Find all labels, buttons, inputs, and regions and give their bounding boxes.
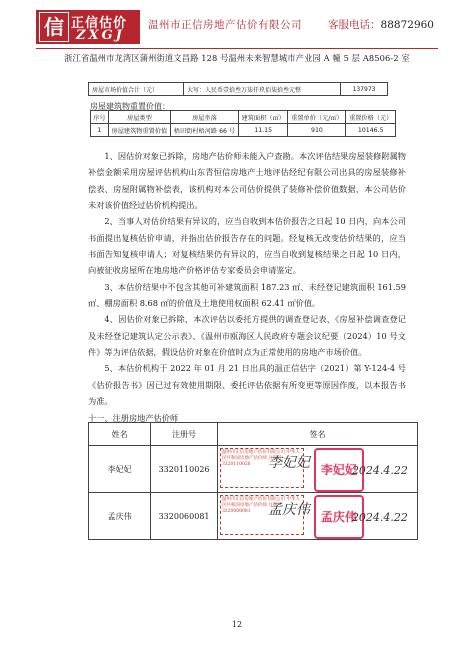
summary-amount-value: 137973 xyxy=(341,83,388,96)
replacement-value-table xyxy=(90,110,396,137)
summary-label: 房屋市场价值合计（元） xyxy=(89,83,184,96)
note-paragraph: 3、本估价结果中不包含其他可补建筑面积 187.23 ㎡、未经登记建筑面积 161.59 ㎡、棚房面积 8.68 ㎡的价值及土地使用权面积 62.41 ㎡价值。 xyxy=(88,281,406,309)
name-seal: 李妃妃 xyxy=(314,448,364,492)
logo-chinese-text: 正信估价 xyxy=(71,16,128,31)
registration-stamp: 温州市正信房地产估价有限公司 中华人民共和国房地产估价师 注册号 3320060081 xyxy=(220,495,304,535)
column-header: 签名 xyxy=(217,423,417,446)
table-cell: 1 xyxy=(91,124,109,137)
column-header: 房屋坐落 xyxy=(170,111,238,124)
column-header: 房屋类型 xyxy=(108,111,170,124)
table-header-row xyxy=(89,423,418,446)
note-paragraph: 2、当事人对估价结果有异议的，应当自收到本估价报告之日起 10 日内，向本公司书面提出复核估价申请，并指出估价报告存在的问题。经复核无改变估价结果的，应当书面告知复核申请人；对复核结果仍有异议的，应当自收到复核结果之日起 10 日内，向被征收房屋所在地房地产价格评估专家委员会申请鉴定。 xyxy=(88,216,406,276)
name-seal: 孟庆伟 xyxy=(314,495,364,539)
page-number: 12 xyxy=(231,620,243,629)
hotline-number: 88872960 xyxy=(380,19,434,31)
company-logo xyxy=(36,10,140,44)
logo-english-text: ZXGJ xyxy=(76,28,125,43)
note-paragraph: 5、本估价机构于 2022 年 01 月 21 日出具的温正信估字（2021）第 Y-124-4 号《估价报告书》因已过有效使用期限、委托评估依据有所变更等原因作废，以本报告书为准。 xyxy=(88,363,406,407)
summary-amount-text: 大写：人民币壹拾叁万柒仟玖佰柒拾叁元整 xyxy=(184,83,341,96)
customer-hotline xyxy=(328,17,434,32)
column-header: 建筑面积（㎡） xyxy=(238,111,288,124)
market-value-summary-table xyxy=(88,82,388,96)
column-header: 重置价格（元） xyxy=(346,111,396,124)
note-paragraph: 4、因估价对象已拆除，本次评估以委托方提供的调查登记表、《房屋补偿调查登记及未经登记建筑认定公示表》、《温州市瓯海区人民政府专题会议纪要（2024）10 号文件》等为评估依据，假设估价对象在价值时点为正常使用的房地产市场价值。 xyxy=(88,314,406,358)
section-title: 房屋建筑物重置价值： xyxy=(90,102,170,111)
table-cell: 10146.5 xyxy=(346,124,396,137)
appraiser-table xyxy=(88,422,418,540)
column-header: 注册号 xyxy=(151,423,218,446)
handwritten-signature: 李妃妃 xyxy=(267,455,310,471)
column-header: 重置单价（元/㎡） xyxy=(288,111,346,124)
appraiser-registration: 3320060081 xyxy=(151,493,218,540)
table-cell: 11.15 xyxy=(238,124,288,137)
logo-mark: 信 xyxy=(39,12,69,42)
table-row xyxy=(91,124,396,137)
registration-stamp: 温州市正信房地产估价有限公司 中华人民共和国房地产估价师 注册号 3320110026 xyxy=(220,448,304,488)
table-row xyxy=(89,83,388,96)
section-heading: 十一、注册房地产估价师 xyxy=(88,412,179,423)
hotline-label: 客服电话： xyxy=(328,19,381,31)
company-address: 浙江省温州市龙湾区蒲州街道文昌路 128 号温州未来智慧城市产业园 A 幢 5 层 A8506-2 室 xyxy=(64,53,410,63)
table-cell: 910 xyxy=(288,124,346,137)
signature-date: 2024.4.22 xyxy=(351,511,408,524)
table-cell: 房屋建筑物重置价值 xyxy=(108,124,170,137)
letterhead xyxy=(36,8,438,48)
note-paragraph: 1、因估价对象已拆除，房地产估价师未能入户查勘。本次评估结果房屋装修附属物补偿金额采用房屋评估机构山东青恒信房地产土地评估经纪有限公司出具的房屋装修补偿表、房屋附属物补偿表，该机构对本公司估价提供了装修补偿价值数据，本公司估价未对该价值经过估价机构提出。 xyxy=(88,151,406,211)
table-row xyxy=(89,446,418,493)
signature-cell xyxy=(217,493,417,540)
column-header: 序号 xyxy=(91,111,109,124)
signature-date: 2024.4.22 xyxy=(351,464,408,477)
table-cell: 梧田街村梧河路 66 号 xyxy=(170,124,238,137)
appraiser-registration: 3320110026 xyxy=(151,446,218,493)
table-header-row xyxy=(91,111,396,124)
table-row xyxy=(89,493,418,540)
appraiser-name: 孟庆伟 xyxy=(89,493,151,540)
handwritten-signature: 孟庆伟 xyxy=(267,502,310,518)
column-header: 姓名 xyxy=(89,423,151,446)
notes-body xyxy=(88,148,406,426)
company-name: 温州市正信房地产估价有限公司 xyxy=(148,19,302,31)
signature-cell xyxy=(217,446,417,493)
appraiser-name: 李妃妃 xyxy=(89,446,151,493)
header-divider xyxy=(36,48,438,49)
